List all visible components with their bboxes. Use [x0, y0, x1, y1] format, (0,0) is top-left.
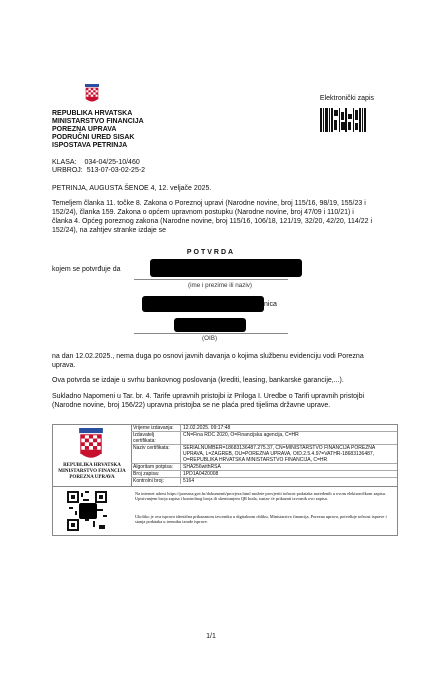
- table-row: [131, 464, 397, 471]
- authority-line-5: ISPOSTAVA PETRINJA: [52, 142, 128, 149]
- signature-details: [131, 425, 397, 486]
- oib-caption: (OIB): [202, 335, 218, 342]
- row-value: 1PD1A0420008: [183, 471, 219, 477]
- row-key: Naziv certifikata:: [131, 445, 181, 463]
- verification-text: Na internet adresi https://porezna.gov.hr/dokumenti/provjera.html možete provjeriti točnost podataka navedenih u ovom elektroničkom zapisu. Upisivanjem broja zapisa i kontrolnog broja ili skeniranjem QR koda, sustav će prikazati izvornik ovo zapisa.: [135, 491, 386, 502]
- authority-line-4: PODRUČNI URED SISAK: [52, 134, 135, 141]
- footer-authority-line-1: REPUBLIKA HRVATSKA: [63, 463, 121, 468]
- verification-table: [52, 424, 398, 536]
- table-row: [131, 425, 397, 432]
- table-row: [131, 445, 397, 464]
- fee-note-paragraph: Sukladno Napomeni u Tar. br. 4. Tarife upravnih pristojbi iz Priloga I. Uredbe o Tarifi upravnih pristojbi (Narodne novine, broj 156/22) upravna pristojba se ne plaća pred tijelima državne uprave.: [52, 393, 365, 409]
- place-date: PETRINJA, AUGUSTA ŠENOE 4, 12. veljače 2025.: [52, 185, 212, 192]
- authority-line-2: MINISTARSTVO FINANCIJA: [52, 118, 144, 125]
- confirm-label: kojem se potvrđuje da: [52, 266, 121, 273]
- croatian-coat-of-arms-icon: [77, 428, 105, 462]
- footer-authority-line-2: MINISTARSTVO FINANCIJA: [58, 469, 126, 474]
- intro-paragraph: Temeljem članka 11. točke 8. Zakona o Poreznoj upravi (Narodne novine, broj 115/16, 98/19, 155/23 i 152/24), članka 159. Zakona o općem upravnom postupku (Narodne novine, broj 47/09 i 110/21) i članka 4. Općeg poreznog zakona (Narodne novine, broj 115/16, 106/18, 121/19, 32/20, 42/20, 114/22 i 152/24), na zahtjev stranke izdaje se: [52, 200, 373, 234]
- row-key: Izdavatelj certifikata:: [131, 432, 181, 444]
- row-key: Vrijeme izdavanja:: [131, 425, 181, 431]
- address-fragment: nica: [264, 301, 277, 308]
- authority-block: [52, 110, 144, 150]
- electronic-record-label: Elektronički zapis: [319, 95, 374, 102]
- row-value: SHA256withRSA: [183, 464, 221, 470]
- row-key: Algoritam potpisa:: [131, 464, 181, 470]
- row-value: CN=Fina RDC 2020, O=Financijska agencija, C=HR: [183, 432, 299, 438]
- name-caption: (ime i prezime ili naziv): [188, 282, 253, 289]
- row-value: 12.02.2025. 09:17:48: [183, 425, 231, 431]
- klasa-value: 034-04/25-10/460: [84, 159, 140, 166]
- row-value: SERIALNUMBER=18683136487.275.37, CN=MINISTARSTVO FINANCIJA POREZNA UPRAVA, L=ZAGREB, OU=POREZNA UPRAVA, OID.2.5.4.97=VATHR-18683136487, O=REPUBLIKA HRVATSKA MINISTARSTVO FINANCIJA, C=HR: [183, 445, 375, 463]
- urbroj-value: 513-07-03-02-25-2: [86, 167, 146, 174]
- oib-underline: [134, 333, 288, 334]
- urbroj-line: [52, 166, 145, 175]
- purpose-paragraph: Ova potvrda se izdaje u svrhu bankovnog poslovanja (krediti, leasing, bankarske garancije,...).: [52, 377, 344, 384]
- barcode-icon: [320, 108, 366, 132]
- row-key: Kontrolni broj:: [131, 478, 181, 484]
- table-row: [131, 478, 397, 484]
- footer-authority-line-3: POREZNA UPRAVA: [69, 475, 115, 480]
- qr-code-icon: [67, 491, 107, 531]
- redacted-oib: [174, 318, 246, 332]
- statement-paragraph: na dan 12.02.2025., nema duga po osnovi javnih davanja o kojima službenu evidenciju vodi Porezna uprava.: [52, 353, 364, 369]
- redacted-name: [150, 259, 302, 277]
- footer-authority: [53, 463, 131, 481]
- footer-emblem-cell: [53, 425, 132, 486]
- croatian-coat-of-arms-icon: [84, 84, 100, 104]
- row-key: Broj zapisa:: [131, 471, 181, 477]
- klasa-label: KLASA:: [52, 159, 77, 166]
- document-title: POTVRDA: [186, 249, 236, 256]
- table-row: [131, 471, 397, 478]
- redacted-address: [142, 296, 264, 312]
- legal-text: Ukoliko je ova isprava identična prikazanom izvorniku u digitalnom obliku, Ministarstvo financija, Porezna uprava, potvrđuje točnost isprave i stanja podataka u trenutku izrade isprave.: [135, 514, 387, 525]
- page-number: 1/1: [206, 633, 216, 640]
- verification-info: [53, 486, 397, 535]
- row-value: 5164: [183, 478, 195, 484]
- table-row: [131, 432, 397, 445]
- authority-line-1: REPUBLIKA HRVATSKA: [52, 110, 133, 117]
- authority-line-3: POREZNA UPRAVA: [52, 126, 117, 133]
- name-underline: [134, 279, 288, 280]
- urbroj-label: URBROJ:: [52, 167, 83, 174]
